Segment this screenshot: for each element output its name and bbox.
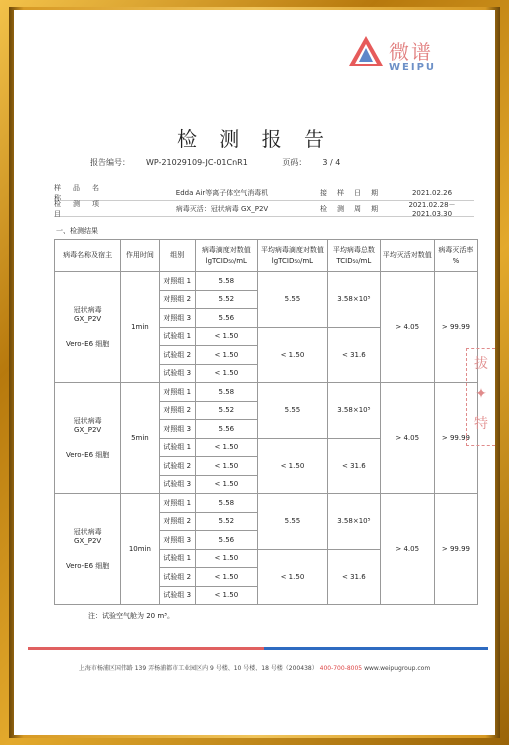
kill-log-cell: > 4.05 xyxy=(380,383,434,494)
group-cell: 对照组 1 xyxy=(159,494,195,513)
section-title: 一、检测结果 xyxy=(56,227,98,235)
th-kill-rate: 病毒灭活率 % xyxy=(434,240,477,272)
report-page xyxy=(14,10,495,735)
footer xyxy=(14,663,495,672)
total-cell: < 31.6 xyxy=(328,549,380,605)
host-cell xyxy=(55,272,121,383)
page-number: 3 / 4 xyxy=(322,158,341,167)
titer-cell: 5.56 xyxy=(195,531,257,550)
group-cell: 对照组 3 xyxy=(159,531,195,550)
group-cell: 试验组 1 xyxy=(159,438,195,457)
group-cell: 对照组 2 xyxy=(159,512,195,531)
th-group: 组别 xyxy=(159,240,195,272)
titer-cell: < 1.50 xyxy=(195,549,257,568)
titer-cell: < 1.50 xyxy=(195,586,257,605)
item-value: 病毒灭活：冠状病毒 GX_P2V xyxy=(175,204,269,213)
receive-label: 接样日期 xyxy=(320,188,388,197)
th-host: 病毒名称及宿主 xyxy=(55,240,121,272)
titer-cell: < 1.50 xyxy=(195,346,257,365)
avg-titer-cell: < 1.50 xyxy=(257,327,327,383)
table-row xyxy=(55,272,478,291)
th-kill-log: 平均灭活对数值 xyxy=(380,240,434,272)
page-label: 页码： xyxy=(282,158,307,167)
group-cell: 试验组 3 xyxy=(159,586,195,605)
host-line: Vero-E6 细胞 xyxy=(65,451,110,459)
info-block xyxy=(54,185,474,217)
titer-cell: 5.52 xyxy=(195,512,257,531)
host-line: Vero-E6 细胞 xyxy=(65,340,110,348)
table-row xyxy=(55,494,478,513)
group-cell: 试验组 2 xyxy=(159,457,195,476)
footer-phone: 400-700-8005 xyxy=(319,665,363,672)
time-cell: 1min xyxy=(121,272,159,383)
group-cell: 对照组 3 xyxy=(159,420,195,439)
titer-cell: 5.58 xyxy=(195,383,257,402)
results-table xyxy=(54,239,478,605)
kill-rate-cell: > 99.99 xyxy=(434,383,477,494)
group-cell: 试验组 1 xyxy=(159,327,195,346)
titer-cell: < 1.50 xyxy=(195,457,257,476)
total-cell: 3.58×10⁵ xyxy=(328,383,380,439)
titer-cell: 5.52 xyxy=(195,290,257,309)
titer-cell: 5.56 xyxy=(195,420,257,439)
titer-cell: 5.58 xyxy=(195,272,257,291)
titer-cell: < 1.50 xyxy=(195,568,257,587)
group-cell: 试验组 3 xyxy=(159,364,195,383)
footer-bar-blue xyxy=(264,647,488,650)
item-label: 检测项目 xyxy=(54,199,111,218)
kill-rate-cell: > 99.99 xyxy=(434,494,477,605)
total-cell: 3.58×10⁵ xyxy=(328,494,380,550)
seal-stamp: 拔 ✦ 特 xyxy=(466,348,495,446)
avg-titer-cell: 5.55 xyxy=(257,494,327,550)
group-cell: 试验组 2 xyxy=(159,568,195,587)
th-total: 平均病毒总数 TCID₅₀/mL xyxy=(328,240,380,272)
kill-log-cell: > 4.05 xyxy=(380,494,434,605)
group-cell: 对照组 3 xyxy=(159,309,195,328)
logo-sub: WEIPU xyxy=(389,62,437,73)
avg-titer-cell: 5.55 xyxy=(257,272,327,328)
report-no-label: 报告编号： xyxy=(90,158,130,167)
report-meta xyxy=(90,157,372,168)
logo-name: 微谱 xyxy=(389,40,433,64)
avg-titer-cell: < 1.50 xyxy=(257,438,327,494)
host-line: GX_P2V xyxy=(74,537,102,545)
titer-cell: 5.56 xyxy=(195,309,257,328)
group-cell: 试验组 1 xyxy=(159,549,195,568)
avg-titer-cell: < 1.50 xyxy=(257,549,327,605)
logo-mark-icon xyxy=(347,34,385,68)
host-line: 冠状病毒 xyxy=(73,528,102,536)
time-cell: 10min xyxy=(121,494,159,605)
host-cell xyxy=(55,494,121,605)
report-no: WP-21029109-JC-01CnR1 xyxy=(146,158,248,167)
table-row xyxy=(55,383,478,402)
titer-cell: < 1.50 xyxy=(195,364,257,383)
sample-label: 样品名称 xyxy=(54,183,111,202)
table-note: 注：试验空气舱为 20 m³。 xyxy=(88,612,174,620)
host-cell xyxy=(55,383,121,494)
titer-cell: 5.52 xyxy=(195,401,257,420)
footer-address: 上海市杨浦区国伟路 139 弄杨浦都市工业园区内 9 号楼、10 号楼、18 号楼（200438） xyxy=(78,665,318,672)
titer-cell: 5.58 xyxy=(195,494,257,513)
host-line: 冠状病毒 xyxy=(73,417,102,425)
total-cell: < 31.6 xyxy=(328,438,380,494)
period-value: 2021.02.28－2021.03.30 xyxy=(408,200,456,218)
titer-cell: < 1.50 xyxy=(195,438,257,457)
host-line: GX_P2V xyxy=(74,426,102,434)
sample-value: Edda Air等离子体空气消毒机 xyxy=(175,188,269,197)
th-avg-titer: 平均病毒滴度对数值 lgTCID₅₀/mL xyxy=(257,240,327,272)
table-header-row xyxy=(55,240,478,272)
group-cell: 对照组 2 xyxy=(159,401,195,420)
titer-cell: < 1.50 xyxy=(195,327,257,346)
group-cell: 对照组 1 xyxy=(159,272,195,291)
group-cell: 对照组 2 xyxy=(159,290,195,309)
total-cell: < 31.6 xyxy=(328,327,380,383)
kill-rate-cell: > 99.99 xyxy=(434,272,477,383)
page-title: 检 测 报 告 xyxy=(176,127,333,151)
period-label: 检测周期 xyxy=(320,204,388,213)
th-titer: 病毒滴度对数值 lgTCID₅₀/mL xyxy=(195,240,257,272)
group-cell: 试验组 3 xyxy=(159,475,195,494)
group-cell: 对照组 1 xyxy=(159,383,195,402)
group-cell: 试验组 2 xyxy=(159,346,195,365)
th-time: 作用时间 xyxy=(121,240,159,272)
receive-value: 2021.02.26 xyxy=(411,188,453,197)
info-row-2 xyxy=(54,201,474,217)
host-line: GX_P2V xyxy=(74,315,102,323)
time-cell: 5min xyxy=(121,383,159,494)
total-cell: 3.58×10⁵ xyxy=(328,272,380,328)
host-line: 冠状病毒 xyxy=(73,306,102,314)
kill-log-cell: > 4.05 xyxy=(380,272,434,383)
titer-cell: < 1.50 xyxy=(195,475,257,494)
weipu-logo xyxy=(347,34,457,86)
avg-titer-cell: 5.55 xyxy=(257,383,327,439)
footer-site: www.weipugroup.com xyxy=(364,665,431,672)
host-line: Vero-E6 细胞 xyxy=(65,562,110,570)
